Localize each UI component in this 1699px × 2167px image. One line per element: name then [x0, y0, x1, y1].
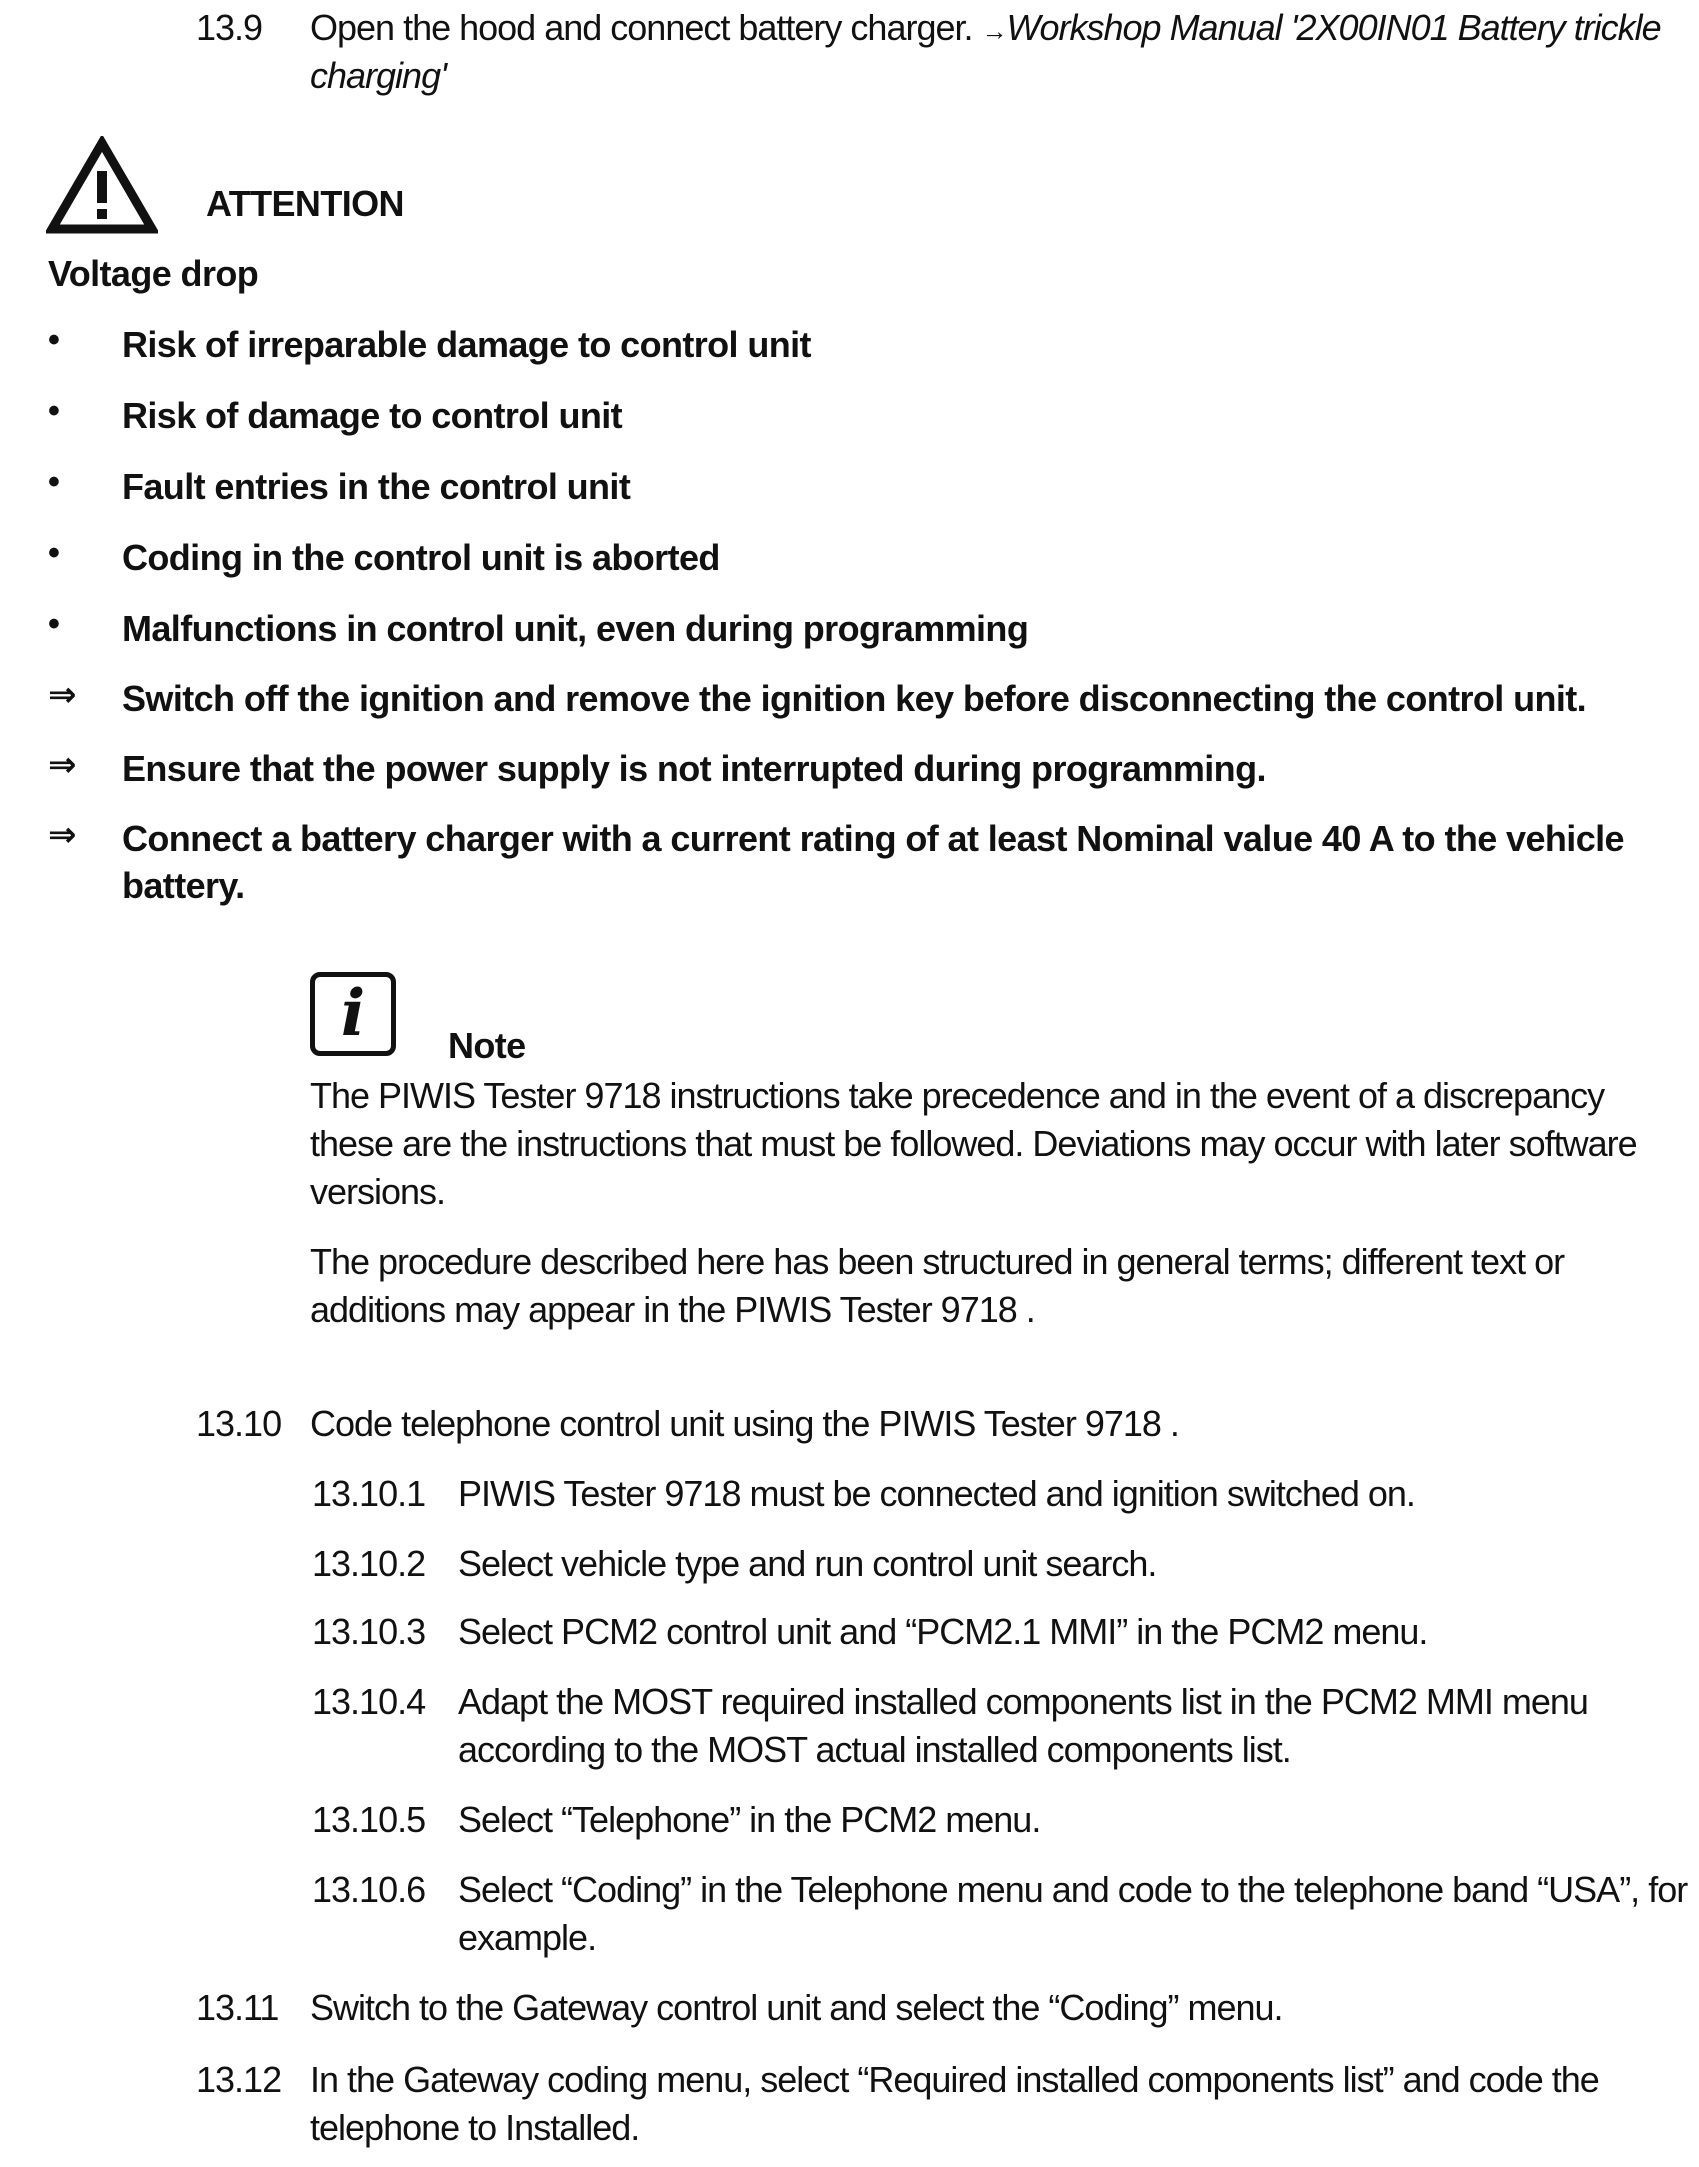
step-number: 13.9 — [196, 7, 263, 48]
bullet-icon: • — [48, 605, 60, 643]
attention-title: ATTENTION — [206, 183, 404, 224]
step-text-main: Open the hood and connect battery charger. — [310, 7, 973, 48]
arrow-right-icon: ⇒ — [48, 746, 77, 784]
note-paragraph-line: additions may appear in the PIWIS Tester 9718 . — [310, 1289, 1035, 1330]
arrow-right-icon: ⇒ — [48, 816, 77, 854]
arrow-right-icon: ⇒ — [48, 676, 77, 714]
risk-text: Malfunctions in control unit, even during programming — [122, 608, 1029, 649]
note-title: Note — [448, 1025, 526, 1066]
substep-text-cont: example. — [458, 1917, 597, 1958]
step-text: Switch to the Gateway control unit and select the “Coding” menu. — [310, 1987, 1283, 2028]
workshop-manual-reference-cont[interactable]: charging' — [310, 55, 446, 96]
action-text-cont: battery. — [122, 865, 245, 906]
step-text — [310, 4, 1661, 55]
bullet-icon: • — [48, 463, 60, 501]
note-paragraph-line: versions. — [310, 1171, 446, 1212]
step-text: Code telephone control unit using the PIWIS Tester 9718 . — [310, 1403, 1179, 1444]
substep-number: 13.10.1 — [312, 1473, 426, 1514]
substep-text-cont: according to the MOST actual installed components list. — [458, 1729, 1291, 1770]
step-text-cont: telephone to Installed. — [310, 2107, 640, 2148]
substep-number: 13.10.4 — [312, 1681, 426, 1722]
workshop-manual-reference[interactable]: Workshop Manual '2X00IN01 Battery trickle — [1006, 7, 1661, 48]
note-paragraph-line: The PIWIS Tester 9718 instructions take precedence and in the event of a discrepancy — [310, 1075, 1605, 1116]
substep-number: 13.10.6 — [312, 1869, 426, 1910]
warning-triangle-icon — [46, 136, 158, 236]
risk-text: Coding in the control unit is aborted — [122, 537, 720, 578]
substep-text: Select “Coding” in the Telephone menu and code to the telephone band “USA”, for — [458, 1869, 1688, 1910]
reference-arrow-icon: → — [981, 16, 1007, 46]
substep-number: 13.10.5 — [312, 1799, 426, 1840]
substep-text: Select PCM2 control unit and “PCM2.1 MMI” in the PCM2 menu. — [458, 1611, 1428, 1652]
risk-text: Risk of irreparable damage to control unit — [122, 324, 811, 365]
info-icon — [310, 972, 396, 1056]
risk-text: Fault entries in the control unit — [122, 466, 631, 507]
note-paragraph-line: The procedure described here has been structured in general terms; different text or — [310, 1241, 1565, 1282]
step-number: 13.11 — [196, 1987, 279, 2028]
step-text: In the Gateway coding menu, select “Required installed components list” and code the — [310, 2059, 1599, 2100]
attention-subtitle: Voltage drop — [48, 253, 259, 294]
risk-text: Risk of damage to control unit — [122, 395, 623, 436]
note-paragraph-line: these are the instructions that must be followed. Deviations may occur with later software — [310, 1123, 1637, 1164]
substep-text: Adapt the MOST required installed components list in the PCM2 MMI menu — [458, 1681, 1588, 1722]
substep-number: 13.10.2 — [312, 1543, 426, 1584]
substep-text: PIWIS Tester 9718 must be connected and ignition switched on. — [458, 1473, 1415, 1514]
substep-text: Select “Telephone” in the PCM2 menu. — [458, 1799, 1041, 1840]
substep-text: Select vehicle type and run control unit search. — [458, 1543, 1157, 1584]
bullet-icon: • — [48, 321, 60, 359]
info-icon-glyph: i — [340, 976, 366, 1051]
substep-number: 13.10.3 — [312, 1611, 426, 1652]
action-text: Ensure that the power supply is not interrupted during programming. — [122, 748, 1266, 789]
action-text: Switch off the ignition and remove the ignition key before disconnecting the control unit. — [122, 678, 1587, 719]
step-number: 13.12 — [196, 2059, 282, 2100]
bullet-icon: • — [48, 534, 60, 572]
bullet-icon: • — [48, 392, 60, 430]
step-number: 13.10 — [196, 1403, 282, 1444]
action-text: Connect a battery charger with a current rating of at least Nominal value 40 A to the vehicle — [122, 818, 1624, 859]
